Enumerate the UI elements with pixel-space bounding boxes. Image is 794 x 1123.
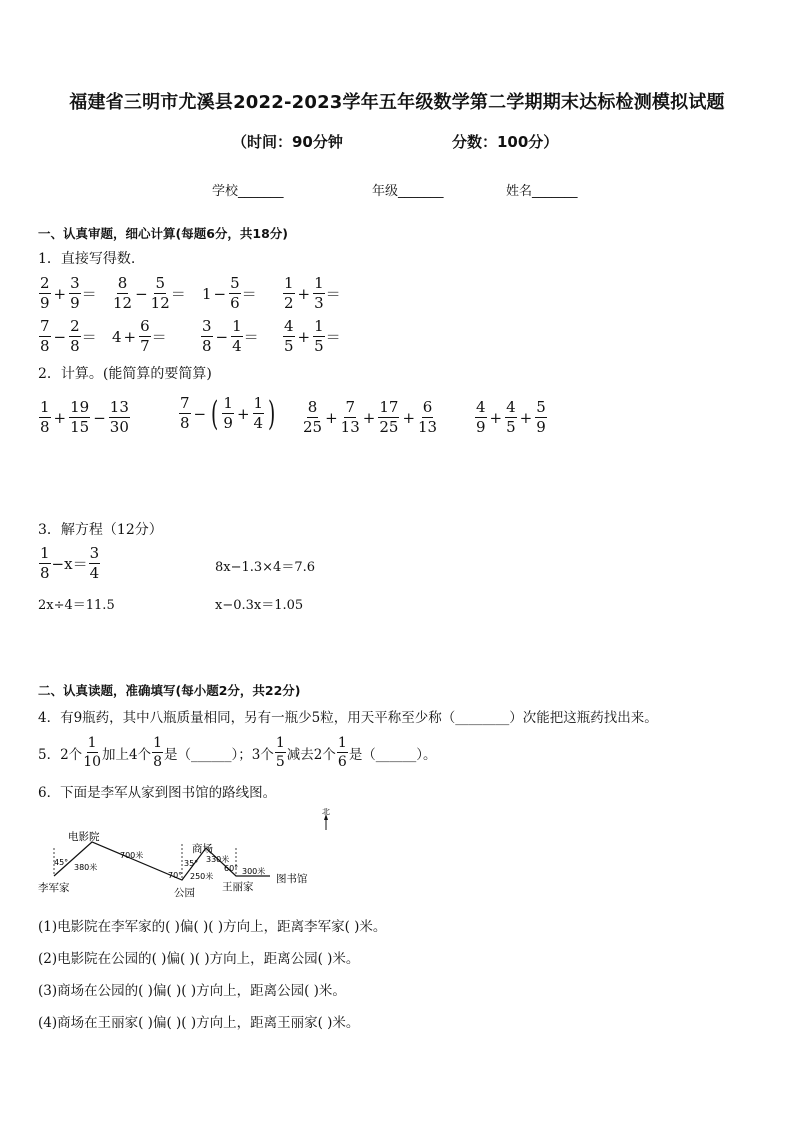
q6-label: 6．下面是李军从家到图书馆的路线图。 bbox=[38, 785, 277, 801]
dist-300: 300米 bbox=[242, 867, 266, 876]
home-label: 李军家 bbox=[38, 882, 70, 894]
q3-eq-1: $\frac{1}{8}$ −x＝ $\frac{3}{4}$ bbox=[40, 544, 100, 582]
q1-item-2: $\frac{8}{12}$ − $\frac{5}{12}$ ＝ bbox=[113, 274, 186, 312]
park-label: 公园 bbox=[174, 887, 195, 899]
mall-label: 商场 bbox=[192, 843, 213, 855]
q1-item-6: 4 + $\frac{6}{7}$ ＝ bbox=[112, 317, 167, 355]
q2-expr-2: $\frac{7}{8}$ − ( $\frac{1}{9}$ + $\frac{1}{4}$ ) bbox=[180, 393, 276, 434]
library-label: 图书馆 bbox=[276, 873, 308, 885]
angle-70: 70° bbox=[168, 871, 183, 880]
section1-heading: 一、认真审题，细心计算(每题6分，共18分) bbox=[38, 226, 289, 241]
fraction: $\frac{3}{9}$ bbox=[70, 274, 80, 312]
q3-eq-2: 8x−1.3×4＝7.6 bbox=[215, 560, 316, 575]
cinema-label: 电影院 bbox=[68, 831, 100, 843]
q6-sub-4: (4)商场在王丽家( )偏( )( )方向上，距离王丽家( )米。 bbox=[38, 1015, 360, 1031]
north-label: 北 bbox=[322, 808, 330, 816]
q3-eq-3: 2x÷4＝11.5 bbox=[38, 598, 115, 613]
angle-60: 60° bbox=[224, 864, 239, 873]
school-field: 学校_______ bbox=[212, 184, 284, 199]
dist-330: 330米 bbox=[206, 855, 230, 864]
q6-sub-2: (2)电影院在公园的( )偏( )( )方向上，距离公园( )米。 bbox=[38, 951, 360, 967]
q2-label: 2．计算。(能简算的要简算) bbox=[38, 366, 212, 382]
q1-label: 1．直接写得数. bbox=[38, 251, 136, 267]
q1-item-3: 1 − $\frac{5}{6}$ ＝ bbox=[202, 274, 257, 312]
fraction: $\frac{2}{9}$ bbox=[40, 274, 50, 312]
q1-item-8: $\frac{4}{5}$ + $\frac{1}{5}$ ＝ bbox=[284, 317, 341, 355]
route-map bbox=[34, 808, 334, 904]
q4-text: 4．有9瓶药，其中八瓶质量相同，另有一瓶少5粒，用天平称至少称（________）次能把这瓶药找出来。 bbox=[38, 710, 658, 726]
q1-item-7: $\frac{3}{8}$ − $\frac{1}{4}$ ＝ bbox=[202, 317, 259, 355]
q6-sub-1: (1)电影院在李军家的( )偏( )( )方向上，距离李军家( )米。 bbox=[38, 919, 387, 935]
grade-field: 年级_______ bbox=[372, 184, 444, 199]
time-label: （时间：90分钟 bbox=[232, 133, 343, 151]
angle-45: 45° bbox=[54, 858, 69, 867]
q3-eq-4: x−0.3x＝1.05 bbox=[215, 598, 304, 613]
q2-expr-4: $\frac{4}{9}$ + $\frac{4}{5}$ + $\frac{5}{9}$ bbox=[476, 398, 546, 436]
q3-label: 3．解方程（12分） bbox=[38, 522, 163, 538]
q1-item-4: $\frac{1}{2}$ + $\frac{1}{3}$ ＝ bbox=[284, 274, 341, 312]
q5-text: 5．2个 $\frac{1}{10}$ 加上4个 $\frac{1}{8}$ 是（______）；3个 $\frac{1}{5}$ 减去2个 $\frac{1}{6}$ 是（______）。 bbox=[38, 735, 437, 770]
score-label: 分数：100分） bbox=[452, 133, 559, 151]
dist-250: 250米 bbox=[190, 872, 214, 881]
q2-expr-3: $\frac{8}{25}$ + $\frac{7}{13}$ + $\frac{17}{25}$ + $\frac{6}{13}$ bbox=[303, 398, 438, 436]
angle-35: 35° bbox=[184, 859, 199, 868]
section2-heading: 二、认真读题，准确填写(每小题2分，共22分) bbox=[38, 683, 301, 698]
q1-item-1: $\frac{2}{9}$ + $\frac{3}{9}$ ＝ bbox=[40, 274, 97, 312]
north-arrow-icon bbox=[324, 814, 328, 830]
name-field: 姓名_______ bbox=[506, 184, 578, 199]
q6-sub-3: (3)商场在公园的( )偏( )( )方向上，距离公园( )米。 bbox=[38, 983, 346, 999]
q2-expr-1: $\frac{1}{8}$ + $\frac{19}{15}$ − $\frac{13}{30}$ bbox=[40, 398, 129, 436]
page-title: 福建省三明市尤溪县2022-2023学年五年级数学第二学期期末达标检测模拟试题 bbox=[69, 92, 725, 113]
dist-380: 380米 bbox=[74, 863, 98, 872]
dist-700: 700米 bbox=[120, 851, 144, 860]
route-path bbox=[54, 842, 270, 880]
q1-item-5: $\frac{7}{8}$ − $\frac{2}{8}$ ＝ bbox=[40, 317, 97, 355]
wang-label: 王丽家 bbox=[222, 881, 254, 893]
